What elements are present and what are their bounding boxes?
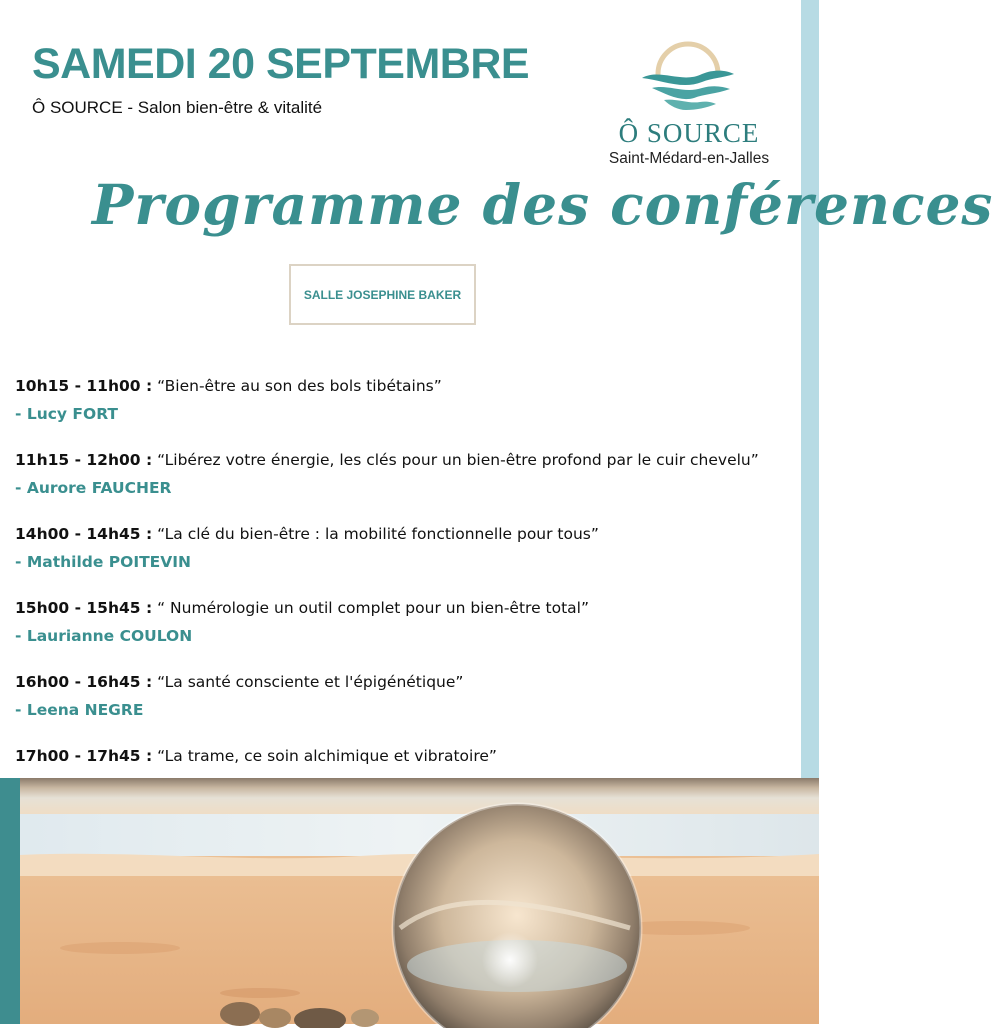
- session-speaker: - Aurore FAUCHER: [15, 479, 172, 497]
- o-source-logo: [600, 40, 778, 170]
- conference-program: [15, 375, 805, 819]
- session-title: “La santé consciente et l'épigénétique”: [152, 673, 464, 691]
- session-speaker: - Mathilde POITEVIN: [15, 553, 191, 571]
- session-time: 14h00 - 14h45 :: [15, 525, 153, 543]
- session-speaker: - Lucy FORT: [15, 405, 119, 423]
- session-time: 11h15 - 12h00 :: [15, 451, 153, 469]
- session-title: “La trame, ce soin alchimique et vibratoire”: [152, 747, 497, 765]
- session-item: [15, 523, 805, 573]
- session-time: 15h00 - 15h45 :: [15, 599, 153, 617]
- session-time: 17h00 - 17h45 :: [15, 747, 153, 765]
- session-time: 10h15 - 11h00 :: [15, 377, 153, 395]
- beach-crystal-ball-photo: [0, 778, 819, 1024]
- session-title: “La clé du bien-être : la mobilité fonctionnelle pour tous”: [152, 525, 599, 543]
- logo-town: Saint-Médard-en-Jalles: [608, 150, 770, 167]
- event-date-heading: SAMEDI 20 SEPTEMBRE: [32, 40, 530, 88]
- sun-waves-logo-icon: [638, 44, 738, 120]
- session-item: [15, 375, 805, 425]
- logo-name: Ô SOURCE: [618, 118, 760, 148]
- room-label: SALLE JOSEPHINE BAKER: [289, 264, 476, 325]
- session-item: [15, 671, 805, 721]
- session-title: “Libérez votre énergie, les clés pour un bien-être profond par le cuir chevelu”: [152, 451, 759, 469]
- beach-photo-illustration: [0, 778, 819, 1024]
- event-subtitle: Ô SOURCE - Salon bien-être & vitalité: [32, 98, 323, 117]
- session-speaker: - Laurianne COULON: [15, 627, 193, 645]
- program-title: Programme des conférences: [92, 172, 993, 237]
- session-title: “ Numérologie un outil complet pour un bien-être total”: [152, 599, 590, 617]
- session-item: [15, 597, 805, 647]
- session-item: [15, 449, 805, 499]
- session-title: “Bien-être au son des bols tibétains”: [152, 377, 442, 395]
- session-speaker: - Leena NEGRE: [15, 701, 144, 719]
- photo-left-stripe: [0, 778, 20, 1024]
- session-time: 16h00 - 16h45 :: [15, 673, 153, 691]
